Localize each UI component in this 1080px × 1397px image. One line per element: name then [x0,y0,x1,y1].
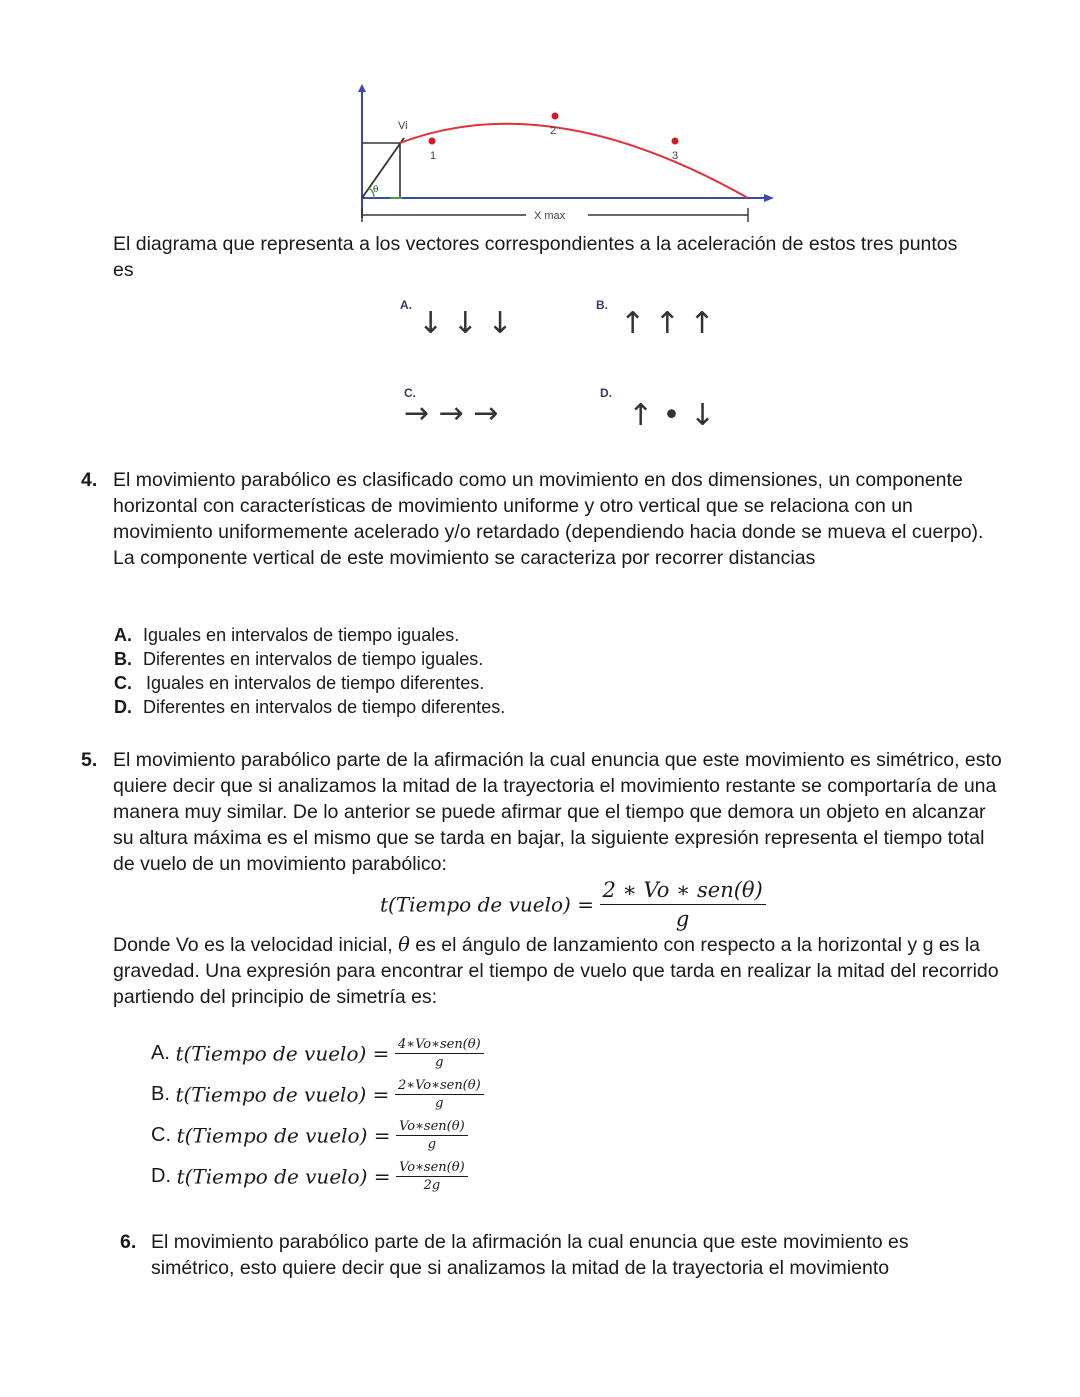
q4-text: El movimiento parabólico es clasificado como un movimiento en dos dimensiones, un componente horizontal con características de movimiento uniforme y otro vertical que se relaciona con un movimiento uniformemente acelerado y/o retardado (dependiendo hacia donde se mueva el cuerpo). La componente vertical de este movimiento se caracteriza por recorrer distancias [113,469,984,569]
q4-option-a-text: Iguales en intervalos de tiempo iguales. [143,625,460,645]
q6-text: El movimiento parabólico parte de la afirmación la cual enuncia que este movimiento es simétrico, esto quiere decir que si analizamos la mitad de la trayectoria el movimiento [151,1231,909,1279]
vi-vector [362,138,404,198]
q5-formula-numerator: 2 ∗ Vo ∗ sen(θ) [600,876,766,905]
q5-text2-pre: Donde Vo es la velocidad inicial, [113,934,399,956]
q5-option-b[interactable] [151,1077,484,1112]
q5-option-c-fraction [396,1118,468,1153]
q5-number: 5. [81,749,98,771]
q4-option-b-letter: B. [114,649,132,669]
vi-label: Vi [398,120,408,132]
q5-text2-post: es el ángulo de lanzamiento con respecto a la horizontal y g es la gravedad. Una expresión para encontrar el tiempo de vuelo que tarda en realizar la mitad del recorrido partiendo del principio de simetría es: [113,934,999,1008]
q6-number: 6. [120,1231,137,1253]
q5-formula [380,876,766,933]
vector-option-c-letter: C. [404,386,416,400]
q5-formula-fraction [600,876,766,933]
vector-option-d-letter: D. [600,386,612,400]
point-2-label: 2 [550,125,557,137]
y-axis-arrow-icon [358,84,366,92]
q5-option-b-lhs: t(Tiempo de vuelo) = [175,1082,390,1107]
vector-option-a-letter: A. [400,298,412,312]
q5-option-b-fraction [395,1077,484,1112]
q4-option-c-text: Iguales en intervalos de tiempo diferentes. [146,673,485,693]
x-axis-arrow-icon [764,194,774,202]
q5-text2-theta: θ [398,933,410,956]
q5-option-a[interactable] [151,1036,484,1071]
q5-formula-lhs: t(Tiempo de vuelo) = [380,892,594,917]
q5-option-c-numerator: Vo∗sen(θ) [396,1118,468,1136]
point-2 [552,113,559,120]
intro-text: El diagrama que representa a los vectores correspondientes a la aceleración de estos tres puntos es [113,233,958,281]
q4-option-b[interactable] [114,647,814,671]
point-3-label: 3 [672,150,679,162]
vector-option-d-arrows: ↑ • ↓ [628,398,716,433]
q5-option-c-letter: C. [151,1124,171,1146]
q5-option-c-denominator: g [427,1137,437,1152]
q5-option-c-lhs: t(Tiempo de vuelo) = [176,1123,391,1148]
q5-option-c[interactable] [151,1118,468,1153]
q5-formula-denominator: g [675,907,690,931]
q4-option-c-letter: C. [114,673,132,693]
q5-text: El movimiento parabólico parte de la afirmación la cual enuncia que este movimiento es simétrico, esto quiere decir que si analizamos la mitad de la trayectoria el movimiento restante se comportaría de una manera muy similar. De lo anterior se puede afirmar que el tiempo que demora un objeto en alcanzar su altura máxima es el mismo que se tarda en bajar, la siguiente expresión representa el tiempo total de vuelo de un movimiento parabólico: [113,749,1002,875]
projectile-diagram [350,82,780,227]
point-1 [429,138,436,145]
q5-option-d-denominator: 2g [423,1178,441,1193]
q4-options [114,623,814,719]
q5-option-a-denominator: g [435,1055,444,1070]
q5-option-d-fraction [396,1159,468,1194]
q5-option-b-letter: B. [151,1083,170,1105]
q4-number: 4. [81,469,98,491]
q4-option-d-letter: D. [114,697,132,717]
q4-option-d[interactable] [114,695,814,719]
q5-option-a-lhs: t(Tiempo de vuelo) = [175,1041,390,1066]
intro-paragraph [113,231,983,283]
vector-option-b-letter: B. [596,298,608,312]
vector-option-c-arrows: → → → [404,396,499,431]
q5-option-a-letter: A. [151,1042,170,1064]
q5-option-d-lhs: t(Tiempo de vuelo) = [176,1164,391,1189]
theta-label: θ [373,185,379,195]
xmax-label: X max [534,210,566,222]
vector-option-b-arrows: ↑ ↑ ↑ [620,306,715,341]
q5-option-a-numerator: 4∗Vo∗sen(θ) [395,1036,484,1054]
q5-option-b-denominator: g [435,1096,444,1111]
point-1-label: 1 [430,150,437,162]
q4-option-d-text: Diferentes en intervalos de tiempo diferentes. [143,697,506,717]
q4-option-a[interactable] [114,623,814,647]
q4-option-b-text: Diferentes en intervalos de tiempo iguales. [143,649,484,669]
q5-option-d-letter: D. [151,1165,171,1187]
q5-option-d-numerator: Vo∗sen(θ) [396,1159,468,1177]
trajectory-curve [400,124,748,198]
q5-option-b-numerator: 2∗Vo∗sen(θ) [395,1077,484,1095]
q4-option-c[interactable] [114,671,814,695]
q5-option-a-fraction [395,1036,484,1071]
q5-text2 [113,932,1003,1010]
point-3 [672,138,679,145]
q4-option-a-letter: A. [114,625,132,645]
vector-option-a-arrows: ↓ ↓ ↓ [418,306,513,341]
q5-option-d[interactable] [151,1159,468,1194]
